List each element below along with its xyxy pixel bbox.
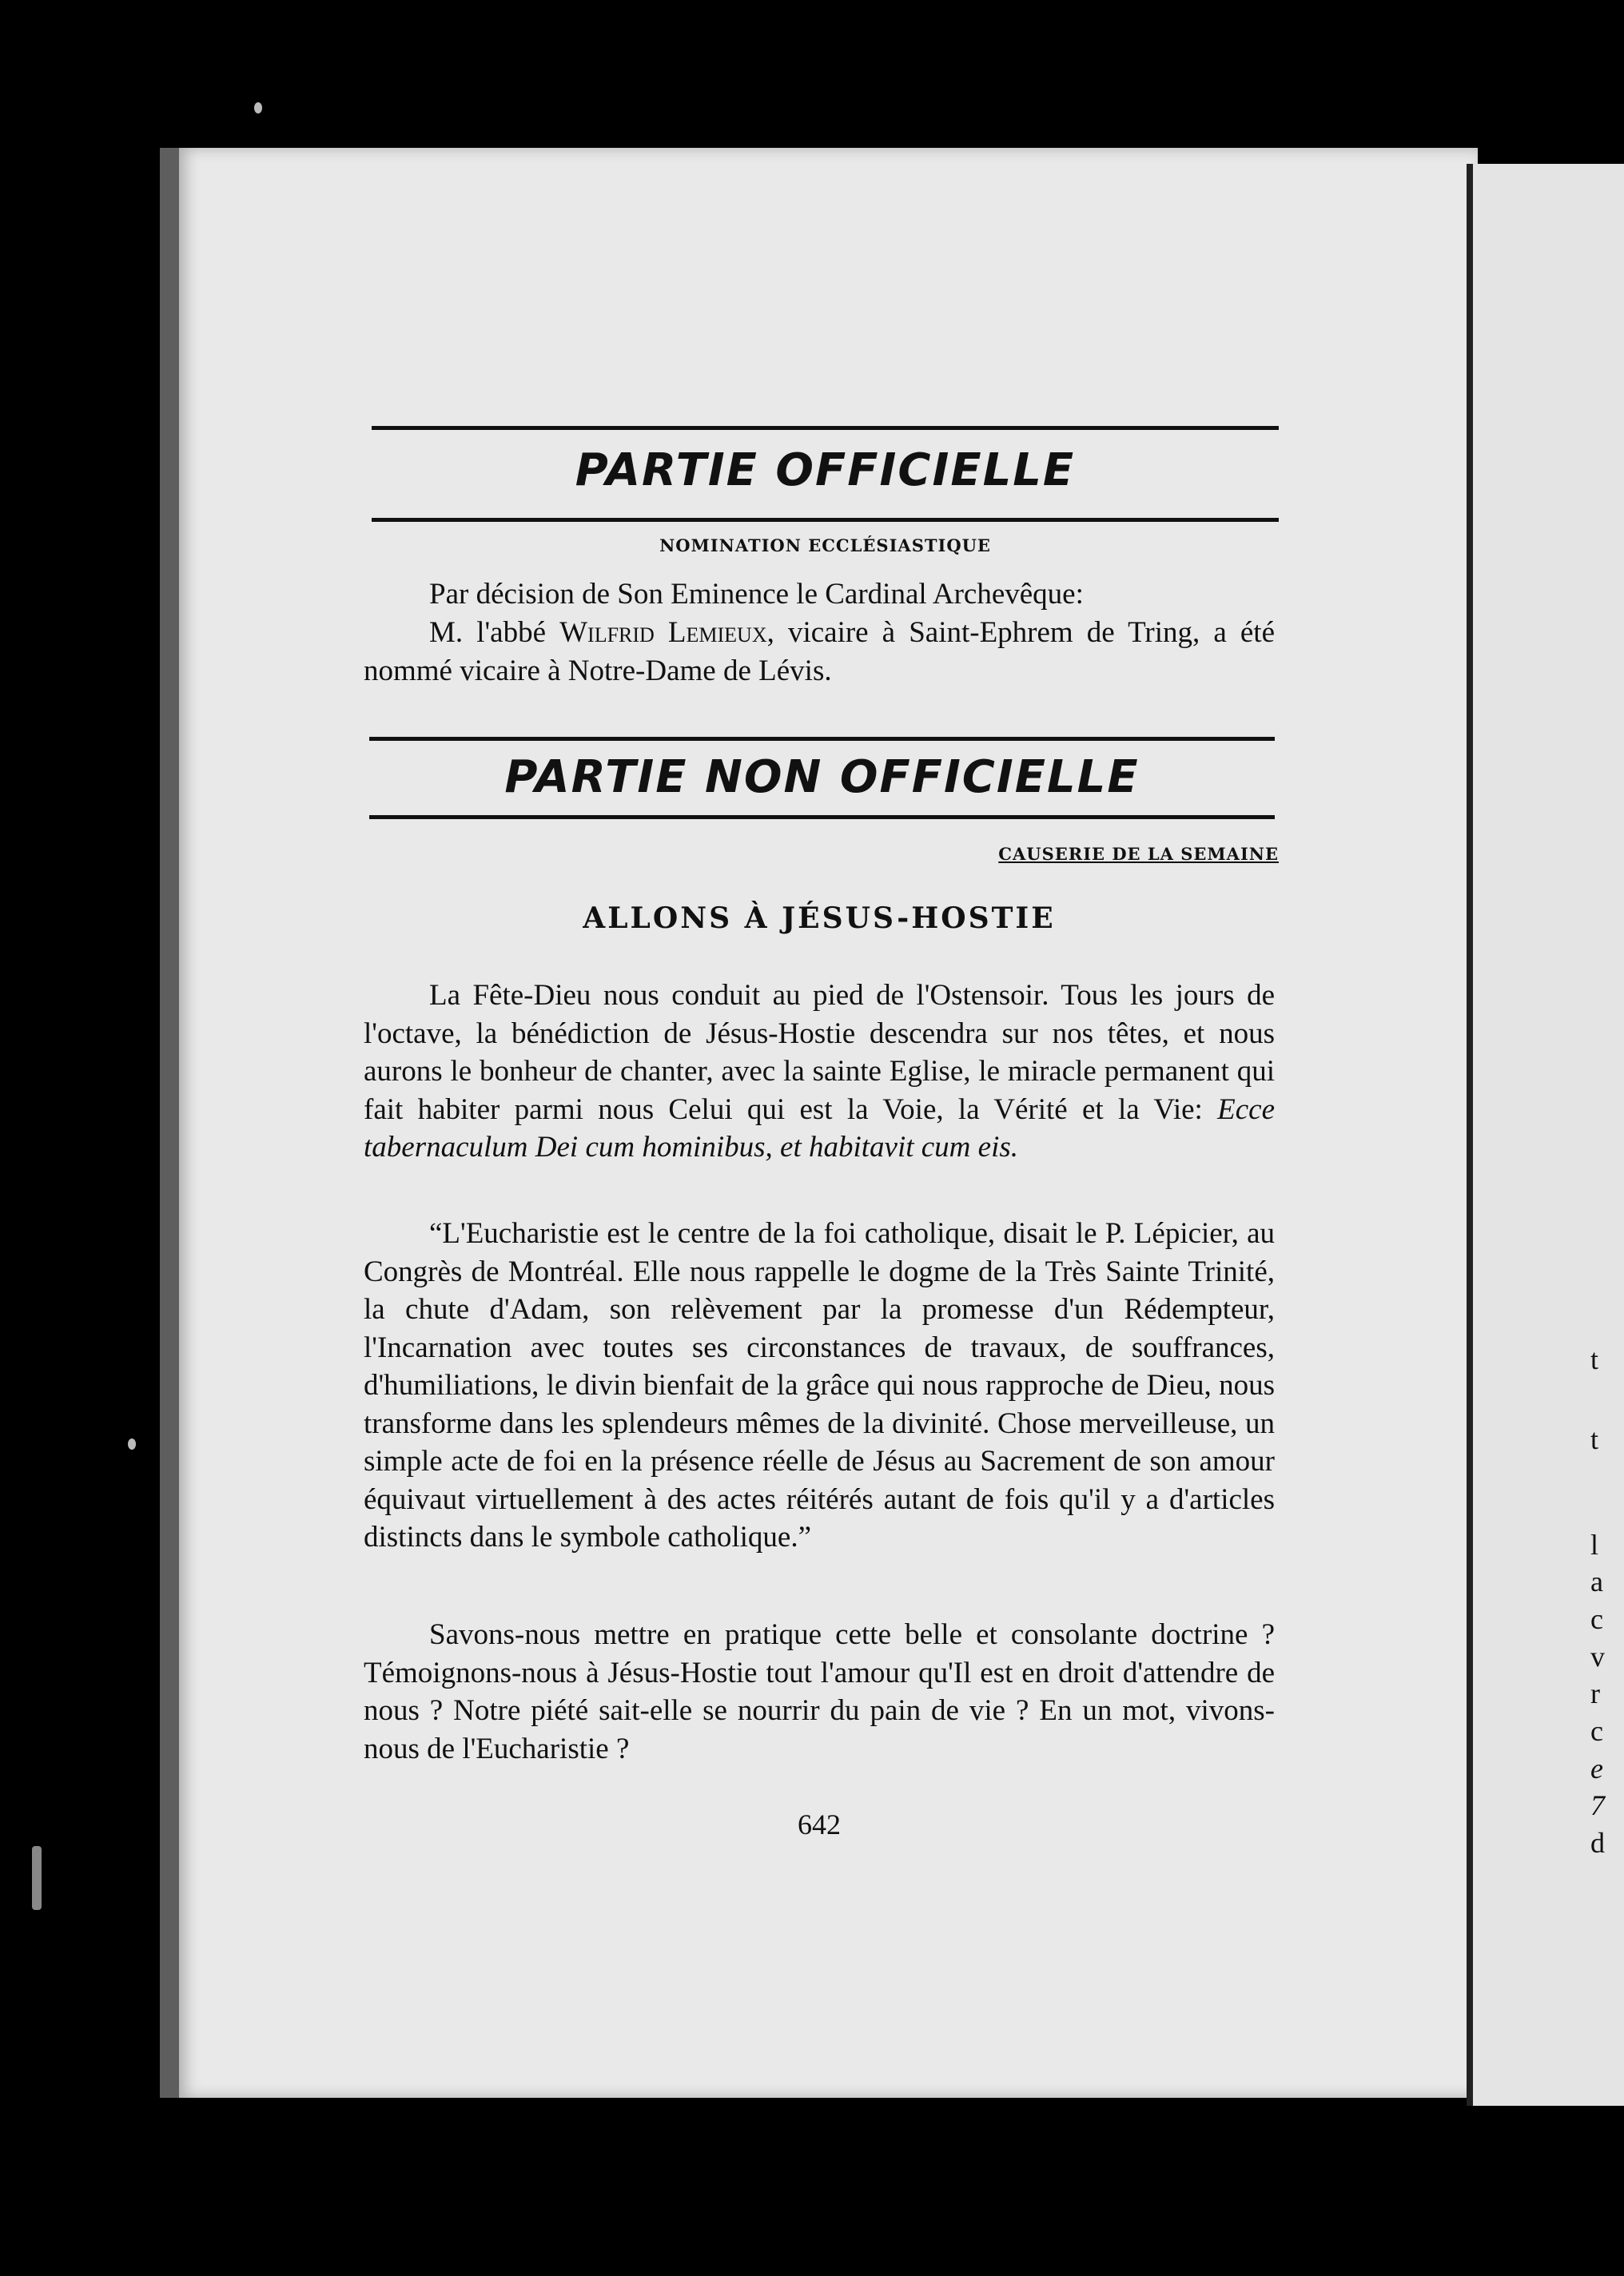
- nomination-line-2: [364, 614, 1275, 690]
- right-page-fragment: v: [1590, 1641, 1605, 1673]
- right-page-fragment: e: [1590, 1753, 1603, 1785]
- article-paragraph-1: [364, 977, 1275, 1167]
- non-official-top-rule: [369, 737, 1275, 741]
- paragraph-1-text: La Fête-Dieu nous conduit au pied de l'Ostensoir. Tous les jours de l'octave, la bénédiction de Jésus-Hostie descendra sur nos têtes, et nous aurons le bonheur de chanter, avec la sainte Eglise, le miracle permanent qui fait habiter parmi nous Celui qui est la Voie, la Vérité et la Vie:: [364, 979, 1275, 1126]
- dust-speck: [128, 1438, 136, 1450]
- article-paragraph-2: “L'Eucharistie est le centre de la foi catholique, disait le P. Lépicier, au Congrès de Montréal. Elle nous rappelle le dogme de la Très Sainte Trinité, la chute d'Adam, son relèvement par la promesse d'un Rédempteur, l'Incarnation avec toutes ses circonstances de travaux, de souffrances, d'humiliations, le divin bienfait de la grâce qui nous rapproche de Dieu, nous transforme dans les splendeurs mêmes de la divinité. Chose merveilleuse, un simple acte de foi en la présence réelle de Jésus au Sacrement de son amour équivaut virtuellement à des actes réitérés autant de fois qu'il y a d'articles distincts dans le symbole catholique.”: [364, 1217, 1275, 1554]
- dust-speck: [32, 1846, 42, 1910]
- nominee-name: Wilfrid Lemieux: [559, 616, 767, 649]
- dust-speck: [254, 102, 262, 113]
- right-page-fragment: 7: [1590, 1789, 1605, 1821]
- right-page-fragment: t: [1590, 1343, 1599, 1375]
- right-page-fragment: l: [1590, 1529, 1599, 1561]
- nomination-line-1: Par décision de Son Eminence le Cardinal Archevêque:: [429, 578, 1084, 611]
- nomination-prefix: M. l'abbé: [429, 616, 560, 649]
- official-bottom-rule: [372, 518, 1279, 522]
- non-official-heading: PARTIE NON OFFICIELLE: [504, 751, 1140, 803]
- non-official-bottom-rule: [369, 815, 1275, 819]
- page-number: 642: [798, 1808, 841, 1840]
- article-title: ALLONS À JÉSUS-HOSTIE: [583, 901, 1056, 935]
- article-paragraph-3: Savons-nous mettre en pratique cette belle et consolante doctrine ? Témoignons-nous à Jésus-Hostie tout l'amour qu'Il est en droit d'attendre de nous ? Notre piété sait-elle se nourrir du pain de vie ? En un mot, vivons-nous de l'Eucharistie ?: [364, 1618, 1275, 1765]
- top-rule: [372, 426, 1279, 430]
- right-page-fragment: t: [1590, 1423, 1599, 1455]
- right-page-fragment: a: [1590, 1566, 1603, 1598]
- right-page-fragment: r: [1590, 1677, 1600, 1709]
- section-label: CAUSERIE DE LA SEMAINE: [998, 844, 1279, 864]
- official-heading: PARTIE OFFICIELLE: [575, 444, 1076, 496]
- right-page-fragment: d: [1590, 1827, 1605, 1859]
- nomination-subheading: NOMINATION ECCLÉSIASTIQUE: [659, 535, 991, 555]
- right-page-fragment: c: [1590, 1715, 1603, 1747]
- nomination-suffix: , vicaire à Saint-Ephrem de Tring, a été nommé vicaire à Notre-Dame de Lévis.: [364, 616, 1275, 687]
- latin-quote: Ecce tabernaculum Dei cum hominibus, et habitavit cum eis.: [364, 1092, 1275, 1164]
- right-page-fragment: c: [1590, 1603, 1603, 1635]
